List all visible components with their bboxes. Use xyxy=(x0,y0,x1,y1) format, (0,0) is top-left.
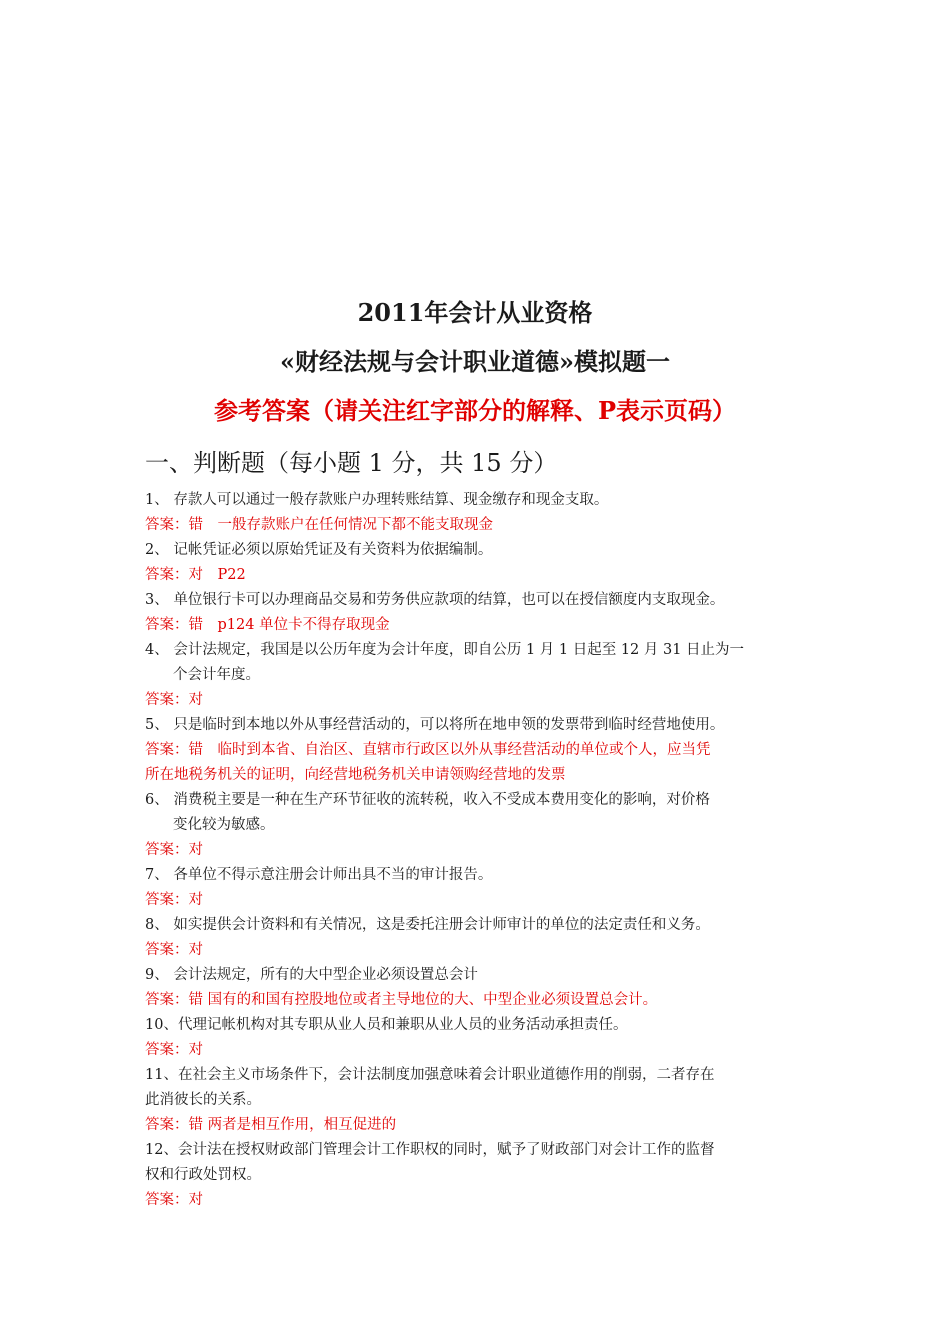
answer-8: 答案：对 xyxy=(145,942,203,958)
answer-10: 答案：对 xyxy=(145,1042,203,1058)
answer-12: 答案：对 xyxy=(145,1192,203,1208)
question-11-continued: 此消彼长的关系。 xyxy=(145,1092,261,1108)
question-12: 12、会计法在授权财政部门管理会计工作职权的同时，赋予了财政部门对会计工作的监督 xyxy=(145,1142,715,1158)
question-4-continued: 个会计年度。 xyxy=(173,667,260,683)
question-6-continued: 变化较为敏感。 xyxy=(173,817,275,833)
question-1: 1、 存款人可以通过一般存款账户办理转账结算、现金缴存和现金支取。 xyxy=(145,492,609,508)
question-6: 6、 消费税主要是一种在生产环节征收的流转税，收入不受成本费用变化的影响，对价格 xyxy=(145,792,710,808)
question-4: 4、 会计法规定，我国是以公历年度为会计年度，即自公历 1 月 1 日起至 12 月 31 日止为一 xyxy=(145,642,745,658)
answer-key-heading: 参考答案（请关注红字部分的解释、P表示页码） xyxy=(213,396,737,425)
question-9: 9、 会计法规定，所有的大中型企业必须设置总会计 xyxy=(145,967,478,983)
question-8: 8、 如实提供会计资料和有关情况，这是委托注册会计师审计的单位的法定责任和义务。 xyxy=(145,917,710,933)
answer-5: 答案：错 临时到本省、自治区、直辖市行政区以外从事经营活动的单位或个人，应当凭 xyxy=(145,742,711,758)
answer-11: 答案：错 两者是相互作用，相互促进的 xyxy=(145,1117,397,1133)
answer-7: 答案：对 xyxy=(145,892,203,908)
exam-title: 2011年会计从业资格 xyxy=(357,298,593,327)
answer-4: 答案：对 xyxy=(145,692,203,708)
answer-9: 答案：错 国有的和国有控股地位或者主导地位的大、中型企业必须设置总会计。 xyxy=(145,992,658,1008)
exam-subtitle: «财经法规与会计职业道德»模拟题一 xyxy=(280,347,670,376)
question-11: 11、在社会主义市场条件下，会计法制度加强意味着会计职业道德作用的削弱，二者存在 xyxy=(145,1067,715,1083)
question-10: 10、代理记帐机构对其专职从业人员和兼职从业人员的业务活动承担责任。 xyxy=(145,1017,628,1033)
question-2: 2、 记帐凭证必须以原始凭证及有关资料为依据编制。 xyxy=(145,542,493,558)
answer-1: 答案：错 一般存款账户在任何情况下都不能支取现金 xyxy=(145,517,493,533)
answer-2: 答案：对 P22 xyxy=(145,567,246,583)
question-7: 7、 各单位不得示意注册会计师出具不当的审计报告。 xyxy=(145,867,493,883)
question-3: 3、 单位银行卡可以办理商品交易和劳务供应款项的结算，也可以在授信额度内支取现金。 xyxy=(145,592,725,608)
answer-6: 答案：对 xyxy=(145,842,203,858)
section-heading-true-false: 一、判断题（每小题 1 分，共 15 分） xyxy=(145,449,558,477)
question-list xyxy=(145,488,810,1213)
answer-5-continued: 所在地税务机关的证明，向经营地税务机关申请领购经营地的发票 xyxy=(145,767,566,783)
question-5: 5、 只是临时到本地以外从事经营活动的，可以将所在地申领的发票带到临时经营地使用。 xyxy=(145,717,725,733)
question-12-continued: 权和行政处罚权。 xyxy=(145,1167,261,1183)
answer-3: 答案：错 p124 单位卡不得存取现金 xyxy=(145,617,390,633)
